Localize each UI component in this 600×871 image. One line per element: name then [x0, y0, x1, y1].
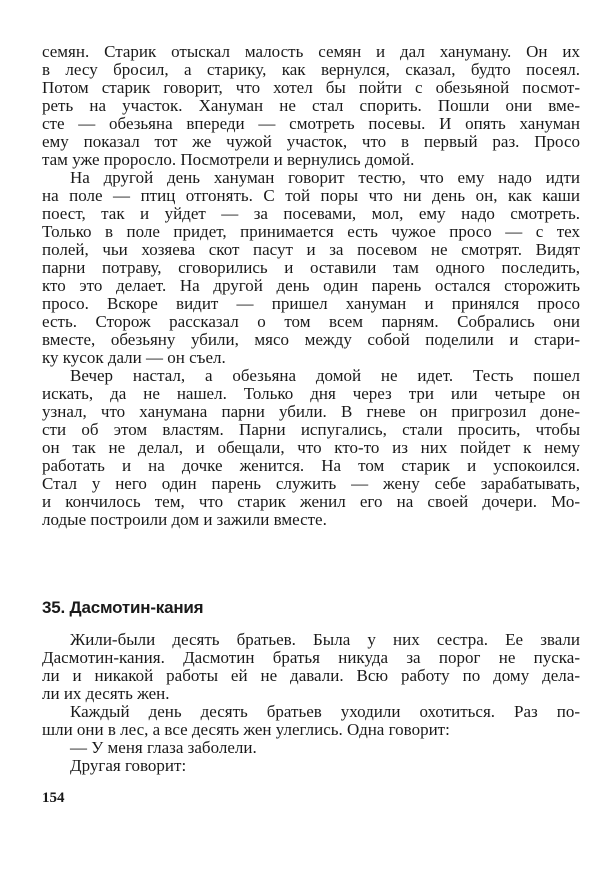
text-line: полей, чьи хозяева скот пасут и за посевом не смотрят. Видят — [42, 240, 580, 259]
page-number: 154 — [42, 790, 65, 806]
text-line: Другая говорит: — [70, 756, 187, 775]
text-line: Каждый день десять братьев уходили охотиться. Раз по- — [70, 702, 580, 721]
text-line: парни потраву, сговорились и оставили там одного последить, — [42, 258, 580, 277]
text-line: Только в поле придет, принимается есть чужое просо — с тех — [42, 222, 580, 241]
paragraph — [42, 757, 580, 775]
paragraph — [42, 739, 580, 757]
text-line: работать и на дочке женится. На том старик и успокоился. — [42, 456, 580, 475]
paragraph — [42, 43, 580, 169]
text-line: Вечер настал, а обезьяна домой не идет. Тесть пошел — [70, 366, 580, 385]
text-line: вместе, обезьяну убили, мясо между собой поделили и стари- — [42, 330, 580, 349]
text-line: — У меня глаза заболели. — [70, 738, 257, 757]
text-line: сти об этом властям. Парни испугались, стали просить, чтобы — [42, 420, 580, 439]
text-line: и кончилось тем, что старик женил его на своей дочери. Мо- — [42, 492, 580, 511]
text-line: на поле — птиц отгонять. С той поры что ни день он, как каши — [42, 186, 580, 205]
text-line: На другой день хануман говорит тестю, что ему надо идти — [70, 168, 580, 187]
text-line: кто это делает. На другой день один парень остался сторожить — [42, 276, 580, 295]
text-line: Потом старик говорит, что хотел бы пойти с обезьяной посмот- — [42, 78, 580, 97]
text-line: Стал у него один парень служить — жену себе зарабатывать, — [42, 474, 580, 493]
text-line: реть на участок. Хануман не стал спорить. Пошли они вме- — [42, 96, 580, 115]
text-line: просо. Вскоре видит — пришел хануман и принялся просо — [42, 294, 580, 313]
paragraph — [42, 367, 580, 529]
text-line: семян. Старик отыскал малость семян и дал хануману. Он их — [42, 42, 580, 61]
paragraph — [42, 169, 580, 367]
paragraph — [42, 631, 580, 703]
text-line: ку кусок дали — он съел. — [42, 348, 226, 367]
text-line: в лесу бросил, а старику, как вернулся, сказал, будто посеял. — [42, 60, 580, 79]
text-line: он так не делал, и обещали, что кто-то из них пойдет к нему — [42, 438, 580, 457]
section-heading: 35. Дасмотин-кания — [42, 598, 204, 617]
text-line: сте — обезьяна впереди — смотреть посевы. И опять хануман — [42, 114, 580, 133]
text-line: Дасмотин-кания. Дасмотин братья никуда за порог не пуска- — [42, 648, 580, 667]
paragraph — [42, 703, 580, 739]
text-line: лодые построили дом и зажили вместе. — [42, 510, 327, 529]
section-text — [42, 631, 580, 775]
text-line: узнал, что ханумана парни убили. В гневе он пригрозил доне- — [42, 402, 580, 421]
text-line: Жили-были десять братьев. Была у них сестра. Ее звали — [70, 630, 580, 649]
text-line: поест, так и уйдет — за посевами, мол, ему надо смотреть. — [42, 204, 580, 223]
text-line: ему показал тот же чужой участок, что в первый раз. Просо — [42, 132, 580, 151]
text-line: есть. Сторож рассказал о том всем парням. Собрались они — [42, 312, 580, 331]
text-line: ли и никакой работы ей не давали. Всю работу по дому дела- — [42, 666, 580, 685]
text-line: искать, да не нашел. Только дня через три или четыре он — [42, 384, 580, 403]
text-line: там уже проросло. Посмотрели и вернулись домой. — [42, 150, 415, 169]
text-line: шли они в лес, а все десять жен улеглись. Одна говорит: — [42, 720, 450, 739]
text-body — [42, 43, 580, 529]
text-line: ли их десять жен. — [42, 684, 170, 703]
